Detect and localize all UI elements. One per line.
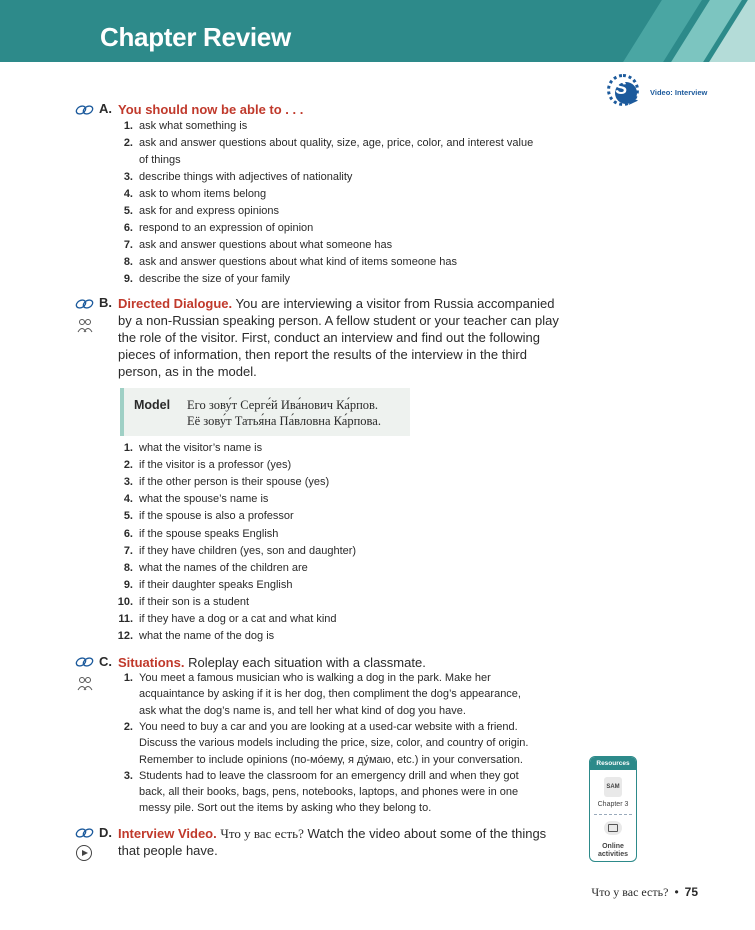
list-item — [113, 152, 633, 169]
item-number: 5. — [123, 510, 133, 523]
list-item — [113, 220, 633, 237]
item-number: 9. — [123, 578, 133, 591]
item-number: 1. — [123, 120, 133, 132]
item-number: 9. — [123, 273, 133, 285]
list-item — [113, 768, 633, 784]
list-item — [113, 686, 633, 702]
item-text: Students had to leave the classroom for an emergency drill and when they got — [139, 769, 519, 782]
section-a-title: You should now be able to . . . — [118, 102, 304, 117]
video-label: Video: Interview — [650, 88, 708, 97]
pair-link-icon — [75, 297, 95, 311]
section-b-title: Directed Dialogue. — [118, 296, 233, 311]
play-video-icon[interactable] — [76, 845, 92, 861]
online-activities-label[interactable]: Online activities — [598, 843, 628, 858]
item-number: 2. — [123, 459, 133, 472]
item-text: You need to buy a car and you are looking at a used-car website with a friend. — [139, 720, 518, 733]
section-d-intro — [118, 825, 578, 859]
list-item — [113, 628, 633, 645]
list-item — [113, 543, 633, 560]
list-item — [113, 508, 633, 525]
item-number: 1. — [123, 442, 133, 454]
item-text: messy pile. Sort out the items by asking who they belong to. — [139, 802, 432, 815]
item-text: if they have children (yes, son and daughter) — [139, 544, 357, 557]
list-item — [113, 271, 633, 288]
chapter-header — [0, 0, 755, 62]
model-box — [120, 388, 410, 436]
intro-line: by a non-Russian speaking person. A fellow student or your teacher can play — [118, 313, 559, 328]
video-s-icon: S — [614, 78, 627, 98]
item-number: 7. — [123, 239, 133, 251]
list-item — [113, 752, 633, 768]
list-item — [113, 186, 633, 203]
section-b-intro — [118, 295, 578, 380]
item-text: ask and answer questions about quality, size, age, price, color, and interest value — [139, 137, 534, 149]
item-text: describe the size of your family — [139, 273, 291, 285]
item-text: Remember to include opinions (по-мо́ему, я ду́маю, etc.) in your conversation. — [139, 753, 523, 766]
list-item — [113, 800, 633, 816]
item-text: respond to an expression of opinion — [139, 222, 314, 234]
list-item — [113, 719, 633, 735]
item-text: ask and answer questions about what kind of items someone has — [139, 256, 457, 268]
list-item — [113, 237, 633, 254]
list-item — [113, 118, 633, 135]
item-text: back, all their books, bags, pens, notebooks, laptops, and phones were in one — [139, 786, 519, 799]
running-title: Что у вас есть? — [591, 885, 669, 899]
page-number: 75 — [684, 885, 698, 899]
section-c-title: Situations. — [118, 655, 185, 670]
item-text: if their daughter speaks English — [139, 578, 293, 591]
model-line: Её зову́т Татья́на Па́вловна Ка́рпова. — [187, 414, 381, 428]
item-text: what the spouse’s name is — [139, 493, 269, 506]
item-text: if the spouse speaks English — [139, 527, 279, 540]
item-text: Discuss the various models including the price, size, color, and country of origin. — [139, 737, 529, 750]
item-text: acquaintance by asking if it is her dog, then compliment the dog’s appearance, — [139, 688, 521, 701]
section-a-letter: A. — [99, 101, 112, 116]
list-item — [113, 135, 633, 152]
resources-chapter: Chapter 3 — [597, 801, 629, 808]
item-text: ask for and express opinions — [139, 205, 280, 217]
list-item — [113, 611, 633, 628]
item-number: 2. — [123, 720, 133, 733]
item-number: 8. — [123, 256, 133, 268]
online-activities-icon[interactable] — [604, 821, 622, 835]
item-text: if their son is a student — [139, 595, 250, 608]
model-line: Его зову́т Серге́й Ива́нович Ка́рпов. — [187, 398, 379, 412]
item-number: 10. — [117, 595, 133, 608]
intro-line: person, as in the model. — [118, 364, 257, 379]
resources-heading: Resources — [590, 757, 636, 770]
cursor-icon: ➤ — [627, 92, 639, 108]
item-number: 6. — [123, 222, 133, 234]
section-b-letter: B. — [99, 295, 112, 310]
list-item — [113, 457, 633, 474]
item-text: describe things with adjectives of nationality — [139, 171, 353, 183]
item-number: 7. — [123, 544, 133, 557]
section-d-title: Interview Video. — [118, 826, 217, 841]
section-d-text: Watch the video about some of the things — [307, 826, 547, 841]
item-text: what the visitor’s name is — [139, 442, 263, 454]
list-item — [113, 703, 633, 719]
item-number: 6. — [123, 527, 133, 540]
intro-line: the role of the visitor. First, conduct an interview and find out the following — [118, 330, 541, 345]
list-item — [113, 491, 633, 508]
item-number: 3. — [123, 476, 133, 489]
resources-panel — [589, 756, 637, 862]
section-d-letter: D. — [99, 825, 112, 840]
footer-separator: • — [674, 885, 679, 899]
item-number: 3. — [123, 769, 133, 782]
section-c-intro: Roleplay each situation with a classmate. — [188, 655, 426, 670]
item-number: 12. — [117, 630, 133, 643]
item-text: ask what the dog’s name is, and tell her what kind of dog you have. — [139, 704, 466, 717]
list-item — [113, 735, 633, 751]
section-d-line2: that people have. — [118, 843, 218, 858]
divider — [594, 814, 632, 815]
item-text: what the name of the dog is — [139, 630, 275, 643]
list-item — [113, 440, 633, 457]
section-a-heading — [118, 101, 578, 118]
pair-work-icon — [76, 676, 94, 692]
list-item — [113, 474, 633, 491]
item-number: 4. — [123, 493, 133, 506]
item-text: if the spouse is also a professor — [139, 510, 294, 523]
item-number: 3. — [123, 171, 133, 183]
list-item — [113, 254, 633, 271]
video-interview-link[interactable] — [605, 72, 725, 116]
item-text: if the visitor is a professor (yes) — [139, 459, 292, 472]
pair-link-icon — [75, 655, 95, 669]
list-item — [113, 169, 633, 186]
list-item — [113, 560, 633, 577]
sam-icon[interactable]: SAM — [604, 777, 622, 797]
list-item — [113, 203, 633, 220]
intro-line: pieces of information, then report the results of the interview in the third — [118, 347, 527, 362]
item-text: You meet a famous musician who is walking a dog in the park. Make her — [139, 672, 491, 684]
item-text: what the names of the children are — [139, 561, 308, 574]
item-number: 11. — [118, 613, 133, 625]
chapter-title: Chapter Review — [100, 22, 291, 52]
item-number: 5. — [123, 205, 133, 217]
pair-link-icon — [75, 826, 95, 840]
item-text: of things — [139, 154, 181, 166]
pair-work-icon — [76, 318, 94, 334]
item-number: 2. — [123, 137, 133, 149]
section-c-letter: C. — [99, 654, 112, 669]
pair-link-icon — [75, 103, 95, 117]
list-item — [113, 594, 633, 611]
page-footer — [591, 885, 698, 900]
list-item — [113, 784, 633, 800]
item-text: ask what something is — [139, 120, 248, 132]
section-d-ru: Что у вас есть? — [220, 826, 304, 841]
item-text: if the other person is their spouse (yes) — [139, 476, 330, 489]
model-label: Model — [134, 398, 171, 412]
section-c-heading — [118, 654, 578, 671]
item-text: if they have a dog or a cat and what kind — [139, 613, 337, 625]
item-text: ask to whom items belong — [139, 188, 267, 200]
intro-line: You are interviewing a visitor from Russia accompanied — [235, 296, 555, 311]
item-text: ask and answer questions about what someone has — [139, 239, 393, 251]
item-number: 1. — [123, 672, 133, 684]
item-number: 8. — [123, 561, 133, 574]
list-item — [113, 670, 633, 686]
list-item — [113, 577, 633, 594]
item-number: 4. — [123, 188, 133, 200]
list-item — [113, 526, 633, 543]
